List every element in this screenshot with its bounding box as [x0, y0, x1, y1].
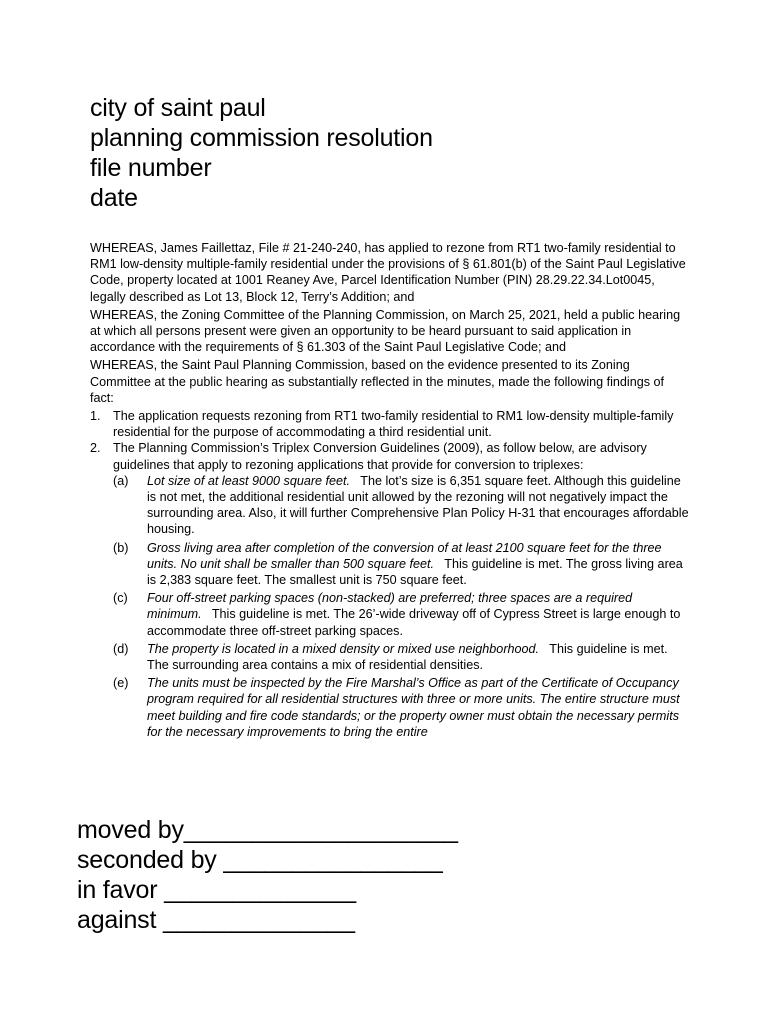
vote-signoff [77, 815, 458, 935]
guideline-label: (d) [113, 641, 129, 656]
guideline-item [90, 473, 690, 538]
finding-text: The Planning Commission’s Triplex Conversion Guidelines (2009), as follow below, are advisory guidelines that apply to rezoning applications that provide for conversion to triplexes: [113, 441, 647, 472]
seconded-by-line: seconded by ________________ [77, 846, 443, 874]
guideline-assessment: This guideline is met. The gross living area is 2,383 square feet. The smallest unit is 750 square feet. [147, 556, 683, 588]
header-city: city of saint paul [90, 94, 266, 122]
guideline-criterion: Gross living area after completion of the conversion of at least 2100 square feet for the three units. No unit shall be smaller than 500 square feet. [147, 540, 662, 571]
whereas-paragraph: WHEREAS, James Faillettaz, File # 21-240-240, has applied to rezone from RT1 two-family residential to RM1 low-density multiple-family residential under the provisions of § 61.801(b) of the Saint Paul Legislative Code, property located at 1001 Reaney Ave, Parcel Identification Number (PIN) 28.29.22.34.Lot0045, legally described as Lot 13, Block 12, Terry’s Addition; and [90, 241, 686, 304]
in-favor-line: in favor ______________ [77, 876, 356, 904]
moved-by-line: moved by____________________ [77, 816, 458, 844]
resolution-body [90, 240, 690, 742]
finding-item [90, 440, 690, 472]
finding-text: The application requests rezoning from RT1 two-family residential to RM1 low-density multiple-family residential for the purpose of accommodating a third residential unit. [113, 409, 674, 440]
header-resolution-title: planning commission resolution [90, 124, 433, 152]
whereas-paragraph: WHEREAS, the Zoning Committee of the Planning Commission, on March 25, 2021, held a public hearing at which all persons present were given an opportunity to be heard pursuant to said application in accordance with the requirements of § 61.303 of the Saint Paul Legislative Code; and [90, 307, 681, 355]
guideline-label: (e) [113, 676, 129, 691]
guideline-list [90, 473, 690, 740]
guideline-item [90, 641, 690, 673]
guideline-assessment: This guideline is met. The 26’-wide driveway off of Cypress Street is large enough to accommodate three off-street parking spaces. [147, 607, 681, 638]
finding-number: 2. [90, 441, 101, 456]
guideline-label: (c) [113, 591, 128, 606]
resolution-header [90, 93, 433, 213]
guideline-criterion: Four off-street parking spaces (non-stacked) are preferred; three spaces are a required minimum. [147, 591, 633, 622]
against-line: against ______________ [77, 906, 355, 934]
header-file-number: file number [90, 154, 212, 182]
guideline-label: (a) [113, 473, 129, 488]
guideline-item [90, 590, 690, 639]
guideline-criterion: The units must be inspected by the Fire Marshal’s Office as part of the Certificate of Occupancy program required for all residential structures with three or more units. The entire structure must meet building and fire code standards; or the property owner must obtain the necessary permits for the necessary improvements to bring the entire [147, 676, 680, 739]
header-date: date [90, 184, 138, 212]
guideline-item [90, 540, 690, 589]
guideline-assessment: The lot’s size is 6,351 square feet. Although this guideline is not met, the additional residential unit allowed by the rezoning will not negatively impact the surrounding area. Also, it will further Comprehensive Plan Policy H-31 that encourages affordable housing. [147, 473, 689, 537]
guideline-item [90, 675, 690, 740]
guideline-assessment: This guideline is met. The surrounding area contains a mix of residential densities. [147, 641, 668, 673]
finding-item [90, 408, 690, 440]
finding-number: 1. [90, 409, 101, 424]
guideline-label: (b) [113, 540, 129, 555]
guideline-criterion: The property is located in a mixed density or mixed use neighborhood. [147, 641, 540, 656]
whereas-paragraph: WHEREAS, the Saint Paul Planning Commission, based on the evidence presented to its Zoning Committee at the public hearing as substantially reflected in the minutes, made the following findings of fact: [90, 358, 665, 405]
guideline-criterion: Lot size of at least 9000 square feet. [147, 473, 351, 488]
